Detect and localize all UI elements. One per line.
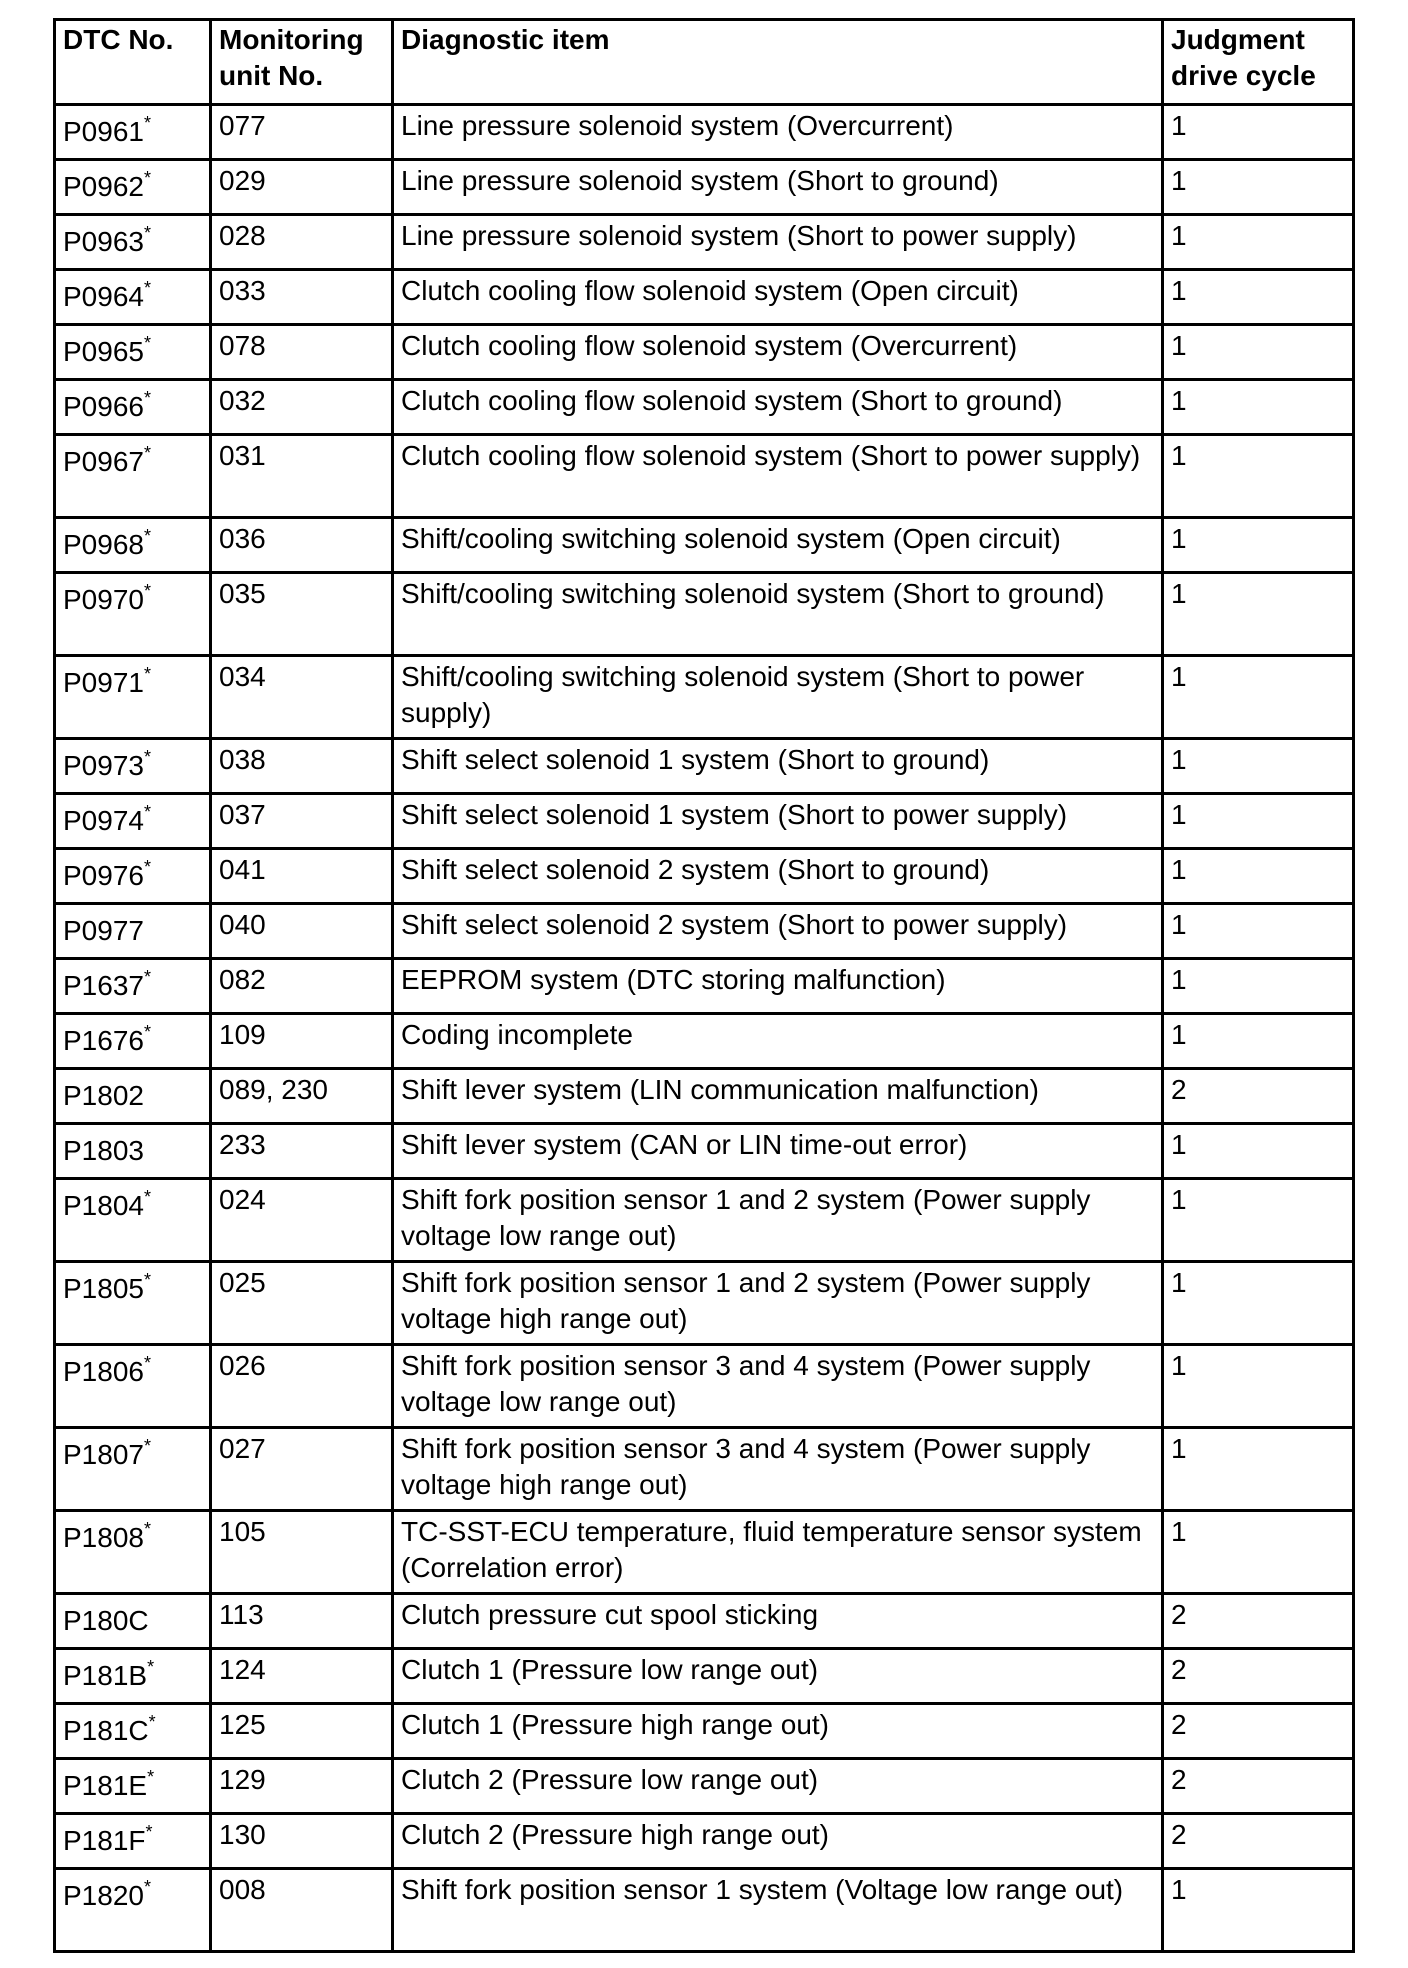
dtc-cell [55,380,211,435]
drive-cycle-cell: 1 [1163,325,1354,380]
drive-cycle-cell: 2 [1163,1649,1354,1704]
monitoring-unit-cell: 077 [211,105,393,160]
diagnostic-item-cell: Clutch cooling flow solenoid system (Open circuit) [393,270,1163,325]
monitoring-unit-cell: 078 [211,325,393,380]
drive-cycle-cell: 1 [1163,270,1354,325]
table-row [55,904,1354,959]
dtc-code: P1637 [63,970,144,1001]
dtc-code: P1807 [63,1439,144,1470]
table-row [55,1262,1354,1345]
table-row [55,573,1354,656]
drive-cycle-cell: 1 [1163,1179,1354,1262]
dtc-cell [55,1179,211,1262]
dtc-code: P181B [63,1660,148,1691]
monitoring-unit-cell: 125 [211,1704,393,1759]
table-header-row [55,20,1354,105]
table-row [55,1428,1354,1511]
monitoring-unit-cell: 130 [211,1814,393,1869]
diagnostic-item-cell: Clutch 2 (Pressure high range out) [393,1814,1163,1869]
dtc-code: P1820 [63,1880,144,1911]
table-row [55,1814,1354,1869]
dtc-code: P0965 [63,336,144,367]
table-row [55,160,1354,215]
dtc-cell [55,105,211,160]
table-row [55,1594,1354,1649]
table-row [55,959,1354,1014]
header-dtc-no: DTC No. [55,20,211,105]
diagnostic-item-cell: Shift/cooling switching solenoid system (Short to ground) [393,573,1163,656]
dtc-code: P0977 [63,915,144,946]
drive-cycle-cell: 2 [1163,1594,1354,1649]
dtc-asterisk: * [145,1822,153,1842]
table-row [55,1704,1354,1759]
dtc-cell [55,573,211,656]
monitoring-unit-cell: 031 [211,435,393,518]
dtc-cell [55,1345,211,1428]
dtc-table [53,18,1355,1953]
dtc-cell [55,1069,211,1124]
monitoring-unit-cell: 036 [211,518,393,573]
dtc-asterisk: * [143,581,151,601]
drive-cycle-cell: 1 [1163,380,1354,435]
dtc-code: P0961 [63,116,144,147]
diagnostic-item-cell: Shift select solenoid 1 system (Short to power supply) [393,794,1163,849]
table-body [55,105,1354,1952]
table-row [55,518,1354,573]
drive-cycle-cell: 1 [1163,849,1354,904]
dtc-asterisk: * [143,223,151,243]
dtc-asterisk: * [143,1270,151,1290]
dtc-asterisk: * [148,1712,156,1732]
diagnostic-item-cell: Clutch cooling flow solenoid system (Overcurrent) [393,325,1163,380]
dtc-asterisk: * [143,1519,151,1539]
monitoring-unit-cell: 113 [211,1594,393,1649]
monitoring-unit-cell: 034 [211,656,393,739]
dtc-asterisk: * [143,1436,151,1456]
drive-cycle-cell: 1 [1163,739,1354,794]
diagnostic-item-cell: Coding incomplete [393,1014,1163,1069]
drive-cycle-cell: 1 [1163,518,1354,573]
dtc-code: P0967 [63,446,144,477]
diagnostic-item-cell: Shift fork position sensor 1 system (Voltage low range out) [393,1869,1163,1952]
diagnostic-item-cell: Line pressure solenoid system (Overcurrent) [393,105,1163,160]
drive-cycle-cell: 1 [1163,215,1354,270]
dtc-asterisk: * [143,802,151,822]
dtc-cell [55,1124,211,1179]
diagnostic-item-cell: Shift lever system (CAN or LIN time-out error) [393,1124,1163,1179]
dtc-asterisk: * [143,388,151,408]
drive-cycle-cell: 2 [1163,1069,1354,1124]
dtc-cell [55,904,211,959]
table-row [55,739,1354,794]
table-row [55,1511,1354,1594]
monitoring-unit-cell: 105 [211,1511,393,1594]
dtc-code: P0963 [63,226,144,257]
table-row [55,215,1354,270]
dtc-code: P1802 [63,1080,144,1111]
dtc-code: P0976 [63,860,144,891]
drive-cycle-cell: 1 [1163,904,1354,959]
dtc-code: P1806 [63,1356,144,1387]
dtc-asterisk: * [143,747,151,767]
dtc-code: P181E [63,1770,148,1801]
dtc-cell [55,739,211,794]
dtc-code: P0966 [63,391,144,422]
table-row [55,105,1354,160]
dtc-code: P1804 [63,1190,144,1221]
drive-cycle-cell: 1 [1163,1014,1354,1069]
table-row [55,270,1354,325]
dtc-asterisk: * [147,1657,155,1677]
monitoring-unit-cell: 124 [211,1649,393,1704]
dtc-asterisk: * [143,278,151,298]
monitoring-unit-cell: 233 [211,1124,393,1179]
table-row [55,1069,1354,1124]
table-row [55,1124,1354,1179]
table-row [55,1649,1354,1704]
diagnostic-item-cell: Shift select solenoid 1 system (Short to ground) [393,739,1163,794]
dtc-asterisk: * [143,168,151,188]
diagnostic-item-cell: Clutch cooling flow solenoid system (Short to power supply) [393,435,1163,518]
diagnostic-item-cell: Shift lever system (LIN communication malfunction) [393,1069,1163,1124]
drive-cycle-cell: 1 [1163,1869,1354,1952]
monitoring-unit-cell: 089, 230 [211,1069,393,1124]
dtc-asterisk: * [147,1767,155,1787]
dtc-cell [55,849,211,904]
drive-cycle-cell: 2 [1163,1759,1354,1814]
monitoring-unit-cell: 035 [211,573,393,656]
dtc-asterisk: * [143,1022,151,1042]
monitoring-unit-cell: 025 [211,1262,393,1345]
monitoring-unit-cell: 008 [211,1869,393,1952]
dtc-cell [55,1869,211,1952]
diagnostic-item-cell: TC-SST-ECU temperature, fluid temperature sensor system (Correlation error) [393,1511,1163,1594]
diagnostic-item-cell: Shift fork position sensor 3 and 4 system (Power supply voltage low range out) [393,1345,1163,1428]
dtc-cell [55,435,211,518]
monitoring-unit-cell: 028 [211,215,393,270]
table-row [55,380,1354,435]
dtc-code: P0962 [63,171,144,202]
monitoring-unit-cell: 038 [211,739,393,794]
diagnostic-item-cell: Clutch pressure cut spool sticking [393,1594,1163,1649]
dtc-asterisk: * [143,526,151,546]
dtc-code: P1676 [63,1025,144,1056]
dtc-asterisk: * [143,967,151,987]
table-row [55,849,1354,904]
header-judgment-drive-cycle: Judgment drive cycle [1163,20,1354,105]
dtc-cell [55,1759,211,1814]
diagnostic-item-cell: Shift fork position sensor 1 and 2 system (Power supply voltage low range out) [393,1179,1163,1262]
dtc-cell [55,1428,211,1511]
diagnostic-item-cell: Shift/cooling switching solenoid system (Open circuit) [393,518,1163,573]
table-row [55,1014,1354,1069]
dtc-code: P0974 [63,805,144,836]
monitoring-unit-cell: 129 [211,1759,393,1814]
diagnostic-item-cell: Shift select solenoid 2 system (Short to power supply) [393,904,1163,959]
monitoring-unit-cell: 026 [211,1345,393,1428]
dtc-asterisk: * [143,1877,151,1897]
diagnostic-item-cell: EEPROM system (DTC storing malfunction) [393,959,1163,1014]
drive-cycle-cell: 1 [1163,794,1354,849]
monitoring-unit-cell: 037 [211,794,393,849]
table-row [55,794,1354,849]
table-row [55,1345,1354,1428]
dtc-code: P1808 [63,1522,144,1553]
dtc-code: P0973 [63,750,144,781]
dtc-cell [55,794,211,849]
dtc-cell [55,1262,211,1345]
header-monitoring-unit-no: Monitoring unit No. [211,20,393,105]
table-row [55,1869,1354,1952]
table-row [55,656,1354,739]
table-row [55,435,1354,518]
dtc-code: P1805 [63,1273,144,1304]
dtc-asterisk: * [143,443,151,463]
drive-cycle-cell: 1 [1163,1428,1354,1511]
drive-cycle-cell: 1 [1163,1511,1354,1594]
dtc-cell [55,1649,211,1704]
dtc-asterisk: * [143,1187,151,1207]
dtc-asterisk: * [143,857,151,877]
dtc-code: P0971 [63,667,144,698]
monitoring-unit-cell: 109 [211,1014,393,1069]
diagnostic-item-cell: Clutch 2 (Pressure low range out) [393,1759,1163,1814]
drive-cycle-cell: 1 [1163,656,1354,739]
monitoring-unit-cell: 033 [211,270,393,325]
drive-cycle-cell: 1 [1163,573,1354,656]
drive-cycle-cell: 1 [1163,1124,1354,1179]
dtc-cell [55,215,211,270]
diagnostic-item-cell: Shift/cooling switching solenoid system (Short to power supply) [393,656,1163,739]
dtc-cell [55,270,211,325]
drive-cycle-cell: 1 [1163,160,1354,215]
dtc-cell [55,1014,211,1069]
diagnostic-item-cell: Clutch cooling flow solenoid system (Short to ground) [393,380,1163,435]
monitoring-unit-cell: 032 [211,380,393,435]
dtc-code: P0964 [63,281,144,312]
dtc-cell [55,518,211,573]
dtc-asterisk: * [143,333,151,353]
dtc-code: P181C [63,1715,149,1746]
diagnostic-item-cell: Line pressure solenoid system (Short to power supply) [393,215,1163,270]
diagnostic-item-cell: Line pressure solenoid system (Short to ground) [393,160,1163,215]
dtc-code: P180C [63,1605,149,1636]
dtc-asterisk: * [143,664,151,684]
dtc-cell [55,1704,211,1759]
header-diagnostic-item: Diagnostic item [393,20,1163,105]
dtc-asterisk: * [143,1353,151,1373]
dtc-cell [55,325,211,380]
dtc-code: P0968 [63,529,144,560]
monitoring-unit-cell: 041 [211,849,393,904]
table-row [55,325,1354,380]
drive-cycle-cell: 1 [1163,1345,1354,1428]
dtc-asterisk: * [143,113,151,133]
monitoring-unit-cell: 024 [211,1179,393,1262]
diagnostic-item-cell: Clutch 1 (Pressure high range out) [393,1704,1163,1759]
dtc-cell [55,160,211,215]
diagnostic-item-cell: Shift fork position sensor 3 and 4 system (Power supply voltage high range out) [393,1428,1163,1511]
table-row [55,1179,1354,1262]
drive-cycle-cell: 1 [1163,105,1354,160]
dtc-cell [55,1594,211,1649]
dtc-cell [55,1814,211,1869]
drive-cycle-cell: 1 [1163,435,1354,518]
monitoring-unit-cell: 040 [211,904,393,959]
drive-cycle-cell: 2 [1163,1814,1354,1869]
monitoring-unit-cell: 082 [211,959,393,1014]
dtc-code: P1803 [63,1135,144,1166]
table-row [55,1759,1354,1814]
dtc-cell [55,959,211,1014]
drive-cycle-cell: 1 [1163,1262,1354,1345]
monitoring-unit-cell: 029 [211,160,393,215]
dtc-code: P0970 [63,584,144,615]
drive-cycle-cell: 1 [1163,959,1354,1014]
diagnostic-item-cell: Shift fork position sensor 1 and 2 system (Power supply voltage high range out) [393,1262,1163,1345]
diagnostic-item-cell: Shift select solenoid 2 system (Short to ground) [393,849,1163,904]
diagnostic-item-cell: Clutch 1 (Pressure low range out) [393,1649,1163,1704]
monitoring-unit-cell: 027 [211,1428,393,1511]
dtc-cell [55,656,211,739]
dtc-cell [55,1511,211,1594]
dtc-code: P181F [63,1825,146,1856]
drive-cycle-cell: 2 [1163,1704,1354,1759]
